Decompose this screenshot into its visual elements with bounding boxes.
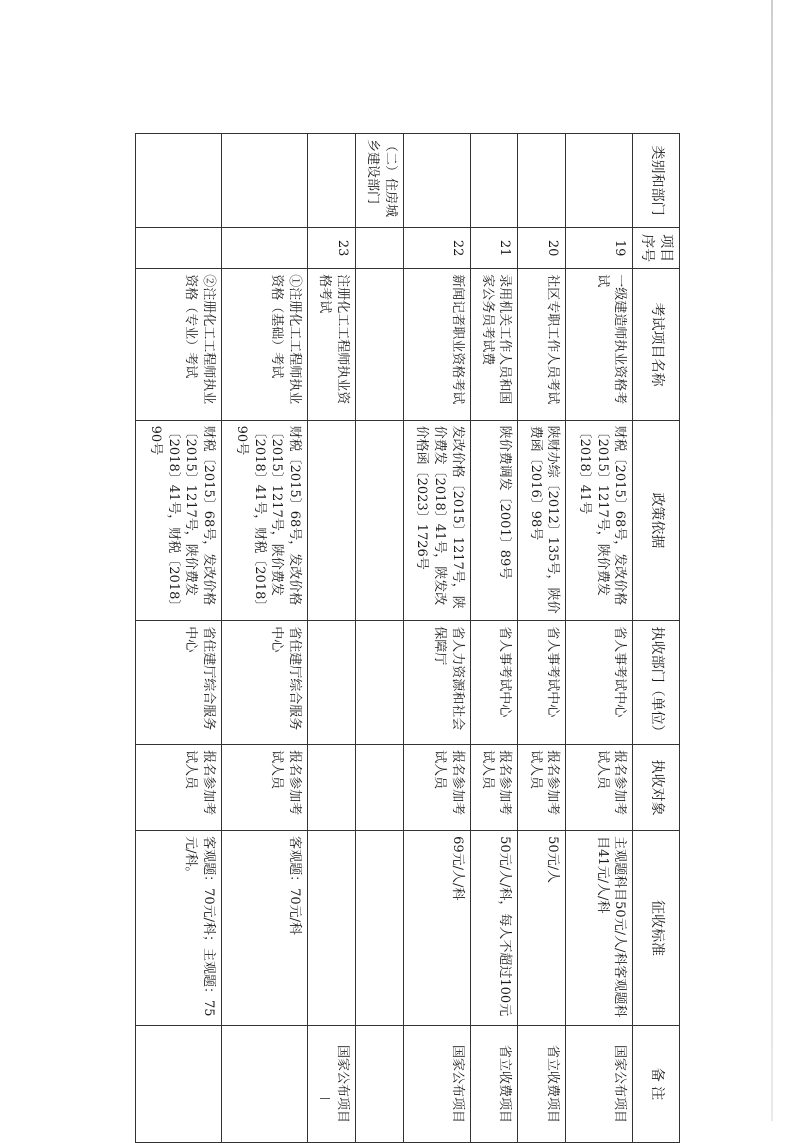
header-target: 执收对象: [633, 745, 680, 831]
table-row: [136, 134, 222, 1143]
cell-dept: [355, 621, 403, 745]
fee-table: [135, 133, 680, 1143]
cell-note: 国家公布项目: [566, 1025, 633, 1142]
table-row: [518, 134, 566, 1143]
table-row: [355, 134, 403, 1143]
cell-standard: 客观题：70元/科；主观题：75元/科。: [136, 831, 222, 1026]
cell-name: 社区专职工作人员考试: [518, 269, 566, 420]
table-row: [566, 134, 633, 1143]
cell-name: 录用机关工作人员和国家公务员考试费: [470, 269, 518, 420]
cell-category: [307, 134, 355, 228]
cell-category: [566, 134, 633, 228]
scan-edge: [771, 0, 773, 1121]
cell-target: [355, 745, 403, 831]
table-row: [222, 134, 308, 1143]
cell-name: 注册化工工程师执业资格考试: [307, 269, 355, 420]
cell-policy: 财税〔2015〕68号，发改价格〔2015〕1217号，陕价费发〔2018〕41号: [566, 420, 633, 621]
cell-name: 一级建造师执业资格考试: [566, 269, 633, 420]
cell-target: 报名参加考试人员: [136, 745, 222, 831]
cell-note: 国家公布项目: [403, 1025, 470, 1142]
cell-standard: 50元/人: [518, 831, 566, 1026]
table-row: [403, 134, 470, 1143]
cell-dept: 省人力资源和社会保障厅: [403, 621, 470, 745]
cell-seq: [222, 228, 308, 269]
cell-seq: 23: [307, 228, 355, 269]
cell-target: 报名参加考试人员: [403, 745, 470, 831]
cell-standard: 50元/人/科，每人不超过100元: [470, 831, 518, 1026]
cell-target: [307, 745, 355, 831]
header-policy: 政策依据: [633, 420, 680, 621]
cell-seq: 22: [403, 228, 470, 269]
rotated-table-wrapper: [135, 133, 680, 1143]
cell-policy: 陕财办综〔2012〕135号，陕价费函〔2016〕98号: [518, 420, 566, 621]
cell-dept: 省人事考试中心: [470, 621, 518, 745]
cell-name: ②注册化工工程师执业资格（专业）考试: [136, 269, 222, 420]
cell-standard: [307, 831, 355, 1026]
cell-note: 国家公布项目: [307, 1025, 355, 1142]
cell-name: [355, 269, 403, 420]
cell-category: （二）住房城乡建设部门: [355, 134, 403, 228]
cell-dept: 省住建厅综合服务中心: [136, 621, 222, 745]
cell-target: 报名参加考试人员: [222, 745, 308, 831]
cell-policy: [307, 420, 355, 621]
table-row: [307, 134, 355, 1143]
cell-seq: [136, 228, 222, 269]
cell-category: [136, 134, 222, 228]
page-mark: [320, 1098, 330, 1099]
cell-note: 省立收费项目: [518, 1025, 566, 1142]
header-dept: 执收部门（单位）: [633, 621, 680, 745]
cell-policy: 财税〔2015〕68号，发改价格〔2015〕1217号，陕价费发〔2018〕41号，财税〔2018〕90号: [136, 420, 222, 621]
cell-name: 新闻记者职业资格考试: [403, 269, 470, 420]
cell-note: [136, 1025, 222, 1142]
table-row: [470, 134, 518, 1143]
cell-dept: 省人事考试中心: [518, 621, 566, 745]
table-header-row: [633, 134, 680, 1143]
cell-policy: [355, 420, 403, 621]
cell-target: 报名参加考试人员: [470, 745, 518, 831]
cell-target: 报名参加考试人员: [518, 745, 566, 831]
cell-standard: 客观题：70元/科: [222, 831, 308, 1026]
cell-category: [403, 134, 470, 228]
cell-dept: 省住建厅综合服务中心: [222, 621, 308, 745]
cell-note: [355, 1025, 403, 1142]
cell-policy: 财税〔2015〕68号，发改价格〔2015〕1217号，陕价费发〔2018〕41号，财税〔2018〕90号: [222, 420, 308, 621]
header-standard: 征收标准: [633, 831, 680, 1026]
cell-category: [222, 134, 308, 228]
cell-name: ①注册化工工程师执业资格（基础）考试: [222, 269, 308, 420]
cell-seq: 19: [566, 228, 633, 269]
cell-policy: 陕价费调发〔2001〕89号: [470, 420, 518, 621]
cell-standard: 69元/人/科: [403, 831, 470, 1026]
header-note: 备 注: [633, 1025, 680, 1142]
header-category: 类别和部门: [633, 134, 680, 228]
cell-standard: 主观题科目50元/人/科客观题科目41元/人/科: [566, 831, 633, 1026]
header-seq: 项目序号: [633, 228, 680, 269]
cell-standard: [355, 831, 403, 1026]
cell-note: [222, 1025, 308, 1142]
cell-target: 报名参加考试人员: [566, 745, 633, 831]
cell-policy: 发改价格〔2015〕1217号，陕价费发〔2018〕41号，陕发改价格函〔2023〕1726号: [403, 420, 470, 621]
cell-seq: [355, 228, 403, 269]
cell-dept: 省人事考试中心: [566, 621, 633, 745]
header-name: 考试项目名称: [633, 269, 680, 420]
cell-dept: [307, 621, 355, 745]
cell-seq: 21: [470, 228, 518, 269]
cell-category: [518, 134, 566, 228]
cell-category: [470, 134, 518, 228]
cell-note: 省立收费项目: [470, 1025, 518, 1142]
cell-seq: 20: [518, 228, 566, 269]
